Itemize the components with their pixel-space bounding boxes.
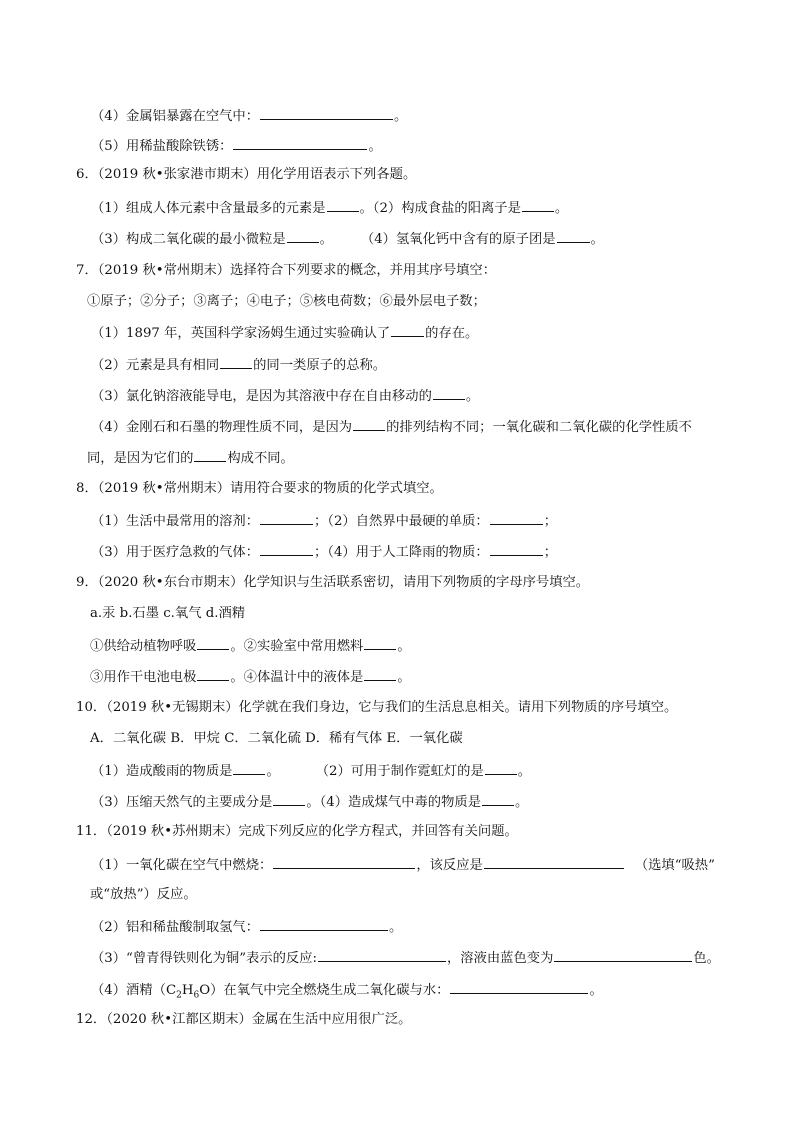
item-11-4: （4）酒精$(C_2H_6O)$在氧气中完全燃烧生成二氧化碳与水： 。 [91,980,603,1000]
question-7-options: ①原子；②分子；③离子；④电子；⑤核电荷数；⑥最外层电子数； [87,294,486,309]
item-8-2: （3）用于医疗急救的气体： ；（4）用于人工降雨的物质： ； [91,542,557,562]
answer-blank[interactable] [260,106,393,120]
answer-blank[interactable] [391,323,424,337]
item-5-4: （4）金属铝暴露在空气中： 。 [91,106,407,126]
item-11-3: （3）“曾青得铁则化为铜”表示的反应: ，溶液由蓝色变为 色。 [91,948,720,968]
item-5-5: （5）用稀盐酸除铁锈： 。 [91,136,382,156]
item-10-1: （1）造成酸雨的物质是 。 （2）可用于制作霓虹灯的是 。 [91,761,531,781]
item-6-2: （3）构成二氧化碳的最小微粒是 。 （4）氢氧化钙中含有的原子团是 。 [91,229,604,249]
answer-blank[interactable] [327,198,359,212]
answer-blank[interactable] [490,542,543,556]
answer-blank[interactable] [490,511,543,525]
item-7-1: （1）1897 年，英国科学家汤姆生通过实验确认了 的存在。 [91,323,478,343]
answer-blank[interactable] [484,855,624,869]
item-7-3: （3）氯化钠溶液能导电，是因为其溶液中存在自由移动的 。 [91,386,479,406]
item-7-2: （2）元素是具有相同 的同一类原子的总称。 [91,355,386,375]
answer-blank[interactable] [273,855,415,869]
answer-blank[interactable] [287,229,319,243]
answer-blank[interactable] [353,417,385,431]
answer-blank[interactable] [318,948,446,962]
answer-blank[interactable] [194,448,226,462]
question-10-stem: 10．（2019 秋•无锡期末）化学就在我们身边，它与我们的生活息息相关。请用下列物质的序号填空。 [76,700,678,715]
item-11-1-continued: 或“放热”）反应。 [90,887,197,902]
answer-blank[interactable] [554,948,692,962]
answer-blank[interactable] [364,636,396,650]
question-7-stem: 7．（2019 秋•常州期末）选择符合下列要求的概念，并用其序号填空： [76,263,497,278]
answer-blank[interactable] [433,386,465,400]
item-8-1: （1）生活中最常用的溶剂： ；（2）自然界中最硬的单质： ； [91,511,557,531]
question-9-options: a.汞 b.石墨 c.氧气 d.酒精 [90,606,246,621]
answer-blank[interactable] [364,667,396,681]
item-9-2: ③用作干电池电极 。④体温计中的液体是 。 [90,667,411,687]
item-6-1: （1）组成人体元素中含量最多的元素是 。（2）构成食盐的阳离子是 。 [91,198,568,218]
question-10-options: A．二氧化碳 B．甲烷 C．二氧化硫 D．稀有气体 E．一氧化碳 [90,731,463,746]
item-11-2: （2）铝和稀盐酸制取氢气： 。 [91,917,402,937]
question-11-stem: 11．（2019 秋•苏州期末）完成下列反应的化学方程式，并回答有关问题。 [76,824,518,839]
answer-blank[interactable] [197,667,229,681]
question-6-stem: 6．（2019 秋•张家港市期末）用化学用语表示下列各题。 [76,167,417,182]
answer-blank[interactable] [273,792,305,806]
answer-blank[interactable] [220,355,252,369]
item-11-1: （1）一氧化碳在空气中燃烧： ，该反应是 （选填“吸热” [91,855,715,875]
answer-blank[interactable] [197,636,229,650]
question-8-stem: 8．（2019 秋•常州期末）请用符合要求的物质的化学式填空。 [76,481,443,496]
question-9-stem: 9．（2020 秋•东台市期末）化学知识与生活联系密切，请用下列物质的字母序号填空。 [76,575,590,590]
item-10-2: （3）压缩天然气的主要成分是 。（4）造成煤气中毒的物质是 。 [91,792,528,812]
answer-blank[interactable] [233,761,265,775]
answer-blank[interactable] [482,792,514,806]
question-12-stem: 12．（2020 秋•江都区期末）金属在生活中应用很广泛。 [76,1012,412,1027]
answer-blank[interactable] [485,761,517,775]
answer-blank[interactable] [260,511,313,525]
item-9-1: ①供给动植物呼吸 。②实验室中常用燃料 。 [90,636,411,656]
answer-blank[interactable] [557,229,590,243]
answer-blank[interactable] [522,198,554,212]
answer-blank[interactable] [450,980,588,994]
answer-blank[interactable] [260,917,388,931]
item-7-4: （4）金刚石和石墨的物理性质不同，是因为 的排列结构不同；一氧化碳和二氧化碳的化学性质不 [91,417,692,437]
answer-blank[interactable] [233,136,367,150]
item-7-4-continued: 同，是因为它们的 构成不同。 [87,448,294,468]
answer-blank[interactable] [260,542,313,556]
